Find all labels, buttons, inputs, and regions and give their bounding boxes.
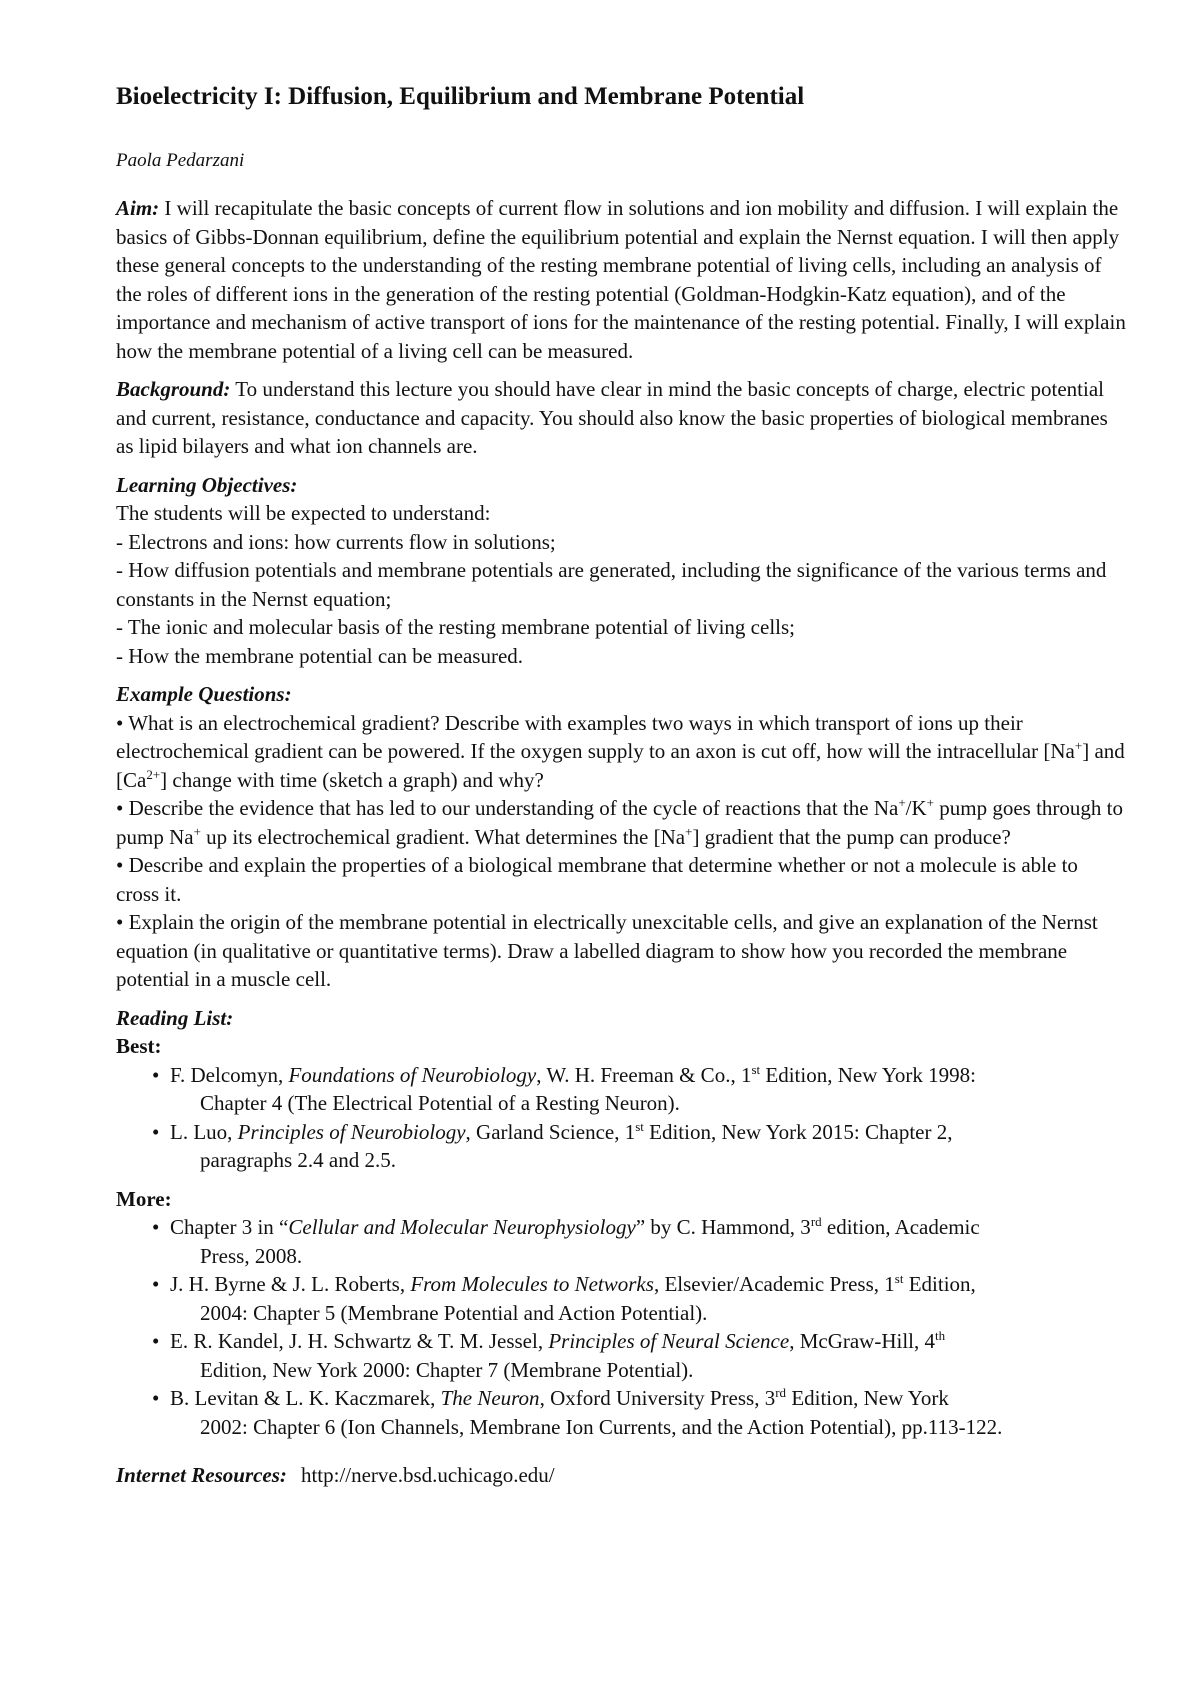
page-title: Bioelectricity I: Diffusion, Equilibrium and Membrane Potential: [116, 83, 805, 110]
learning-objectives: [116, 471, 1126, 671]
reading-list: [116, 1004, 1126, 1442]
question-item: • What is an electrochemical gradient? Describe with examples two ways in which transport of ions up their electrochemical gradient can be powered. If the oxygen supply to an axon is cut off, how will the intracellular [Na+] and $[Ca^{2+}]$ change with time (sketch a graph) and why?: [116, 710, 1125, 792]
document-content: [116, 82, 1126, 1490]
more-label: More:: [116, 1186, 172, 1211]
internet-resources: [116, 1461, 1126, 1490]
objectives-label: Learning Objectives:: [116, 472, 298, 497]
objective-item: - Electrons and ions: how currents flow in solutions;: [116, 529, 556, 554]
aim-text: I will recapitulate the basic concepts of current flow in solutions and ion mobility and diffusion. I will explain the basics of Gibbs-Donnan equilibrium, define the equilibrium potential and explain the Nernst equation. I will then apply these general concepts to the understanding of the resting membrane potential of living cells, including an analysis of the roles of different ions in the generation of the resting potential (Goldman-Hodgkin-Katz equation), and of the importance and mechanism of active transport of ions for the maintenance of the resting potential. Finally, I will explain how the membrane potential of a living cell can be measured.: [116, 196, 1126, 363]
more-reference-list: [116, 1213, 1126, 1441]
example-questions: [116, 680, 1126, 994]
reference-item: • J. H. Byrne & J. L. Roberts, From Molecules to Networks, Elsevier/Academic Press, 1st Edition, 2004: Chapter 5 (Membrane Potential and Action Potential).: [154, 1270, 1126, 1327]
author-name: Paola Pedarzani: [116, 150, 245, 171]
objective-item: - The ionic and molecular basis of the resting membrane potential of living cells;: [116, 615, 796, 639]
reference-item: • B. Levitan & L. K. Kaczmarek, The Neuron, Oxford University Press, 3rd Edition, New York 2002: Chapter 6 (Ion Channels, Membrane Ion Currents, and the Action Potential), pp.113-122.: [154, 1384, 1126, 1441]
aim-paragraph: [116, 194, 1126, 365]
internet-label: Internet Resources:: [116, 1463, 287, 1487]
reference-item: • F. Delcomyn, Foundations of Neurobiology, W. H. Freeman & Co., 1st Edition, New York 1998: Chapter 4 (The Electrical Potential of a Resting Neuron).: [154, 1061, 1126, 1118]
objectives-intro: The students will be expected to understand:: [116, 501, 491, 525]
question-item: • Describe and explain the properties of a biological membrane that determine whether or not a molecule is able to cross it.: [116, 853, 1078, 906]
questions-label: Example Questions:: [116, 682, 292, 706]
objective-item: - How diffusion potentials and membrane potentials are generated, including the significance of the various terms and constants in the Nernst equation;: [116, 558, 1107, 611]
background-paragraph: [116, 375, 1126, 461]
aim-label: Aim:: [116, 196, 160, 220]
background-text: To understand this lecture you should have clear in mind the basic concepts of charge, electric potential and current, resistance, conductance and capacity. You should also know the basic properties of biological membranes as lipid bilayers and what ion channels are.: [116, 377, 1108, 458]
reading-label: Reading List:: [116, 1005, 234, 1030]
reference-item: • L. Luo, Principles of Neurobiology, Garland Science, 1st Edition, New York 2015: Chapter 2, paragraphs 2.4 and 2.5.: [154, 1118, 1126, 1175]
best-label: Best:: [116, 1034, 162, 1058]
question-item: • Describe the evidence that has led to our understanding of the cycle of reactions that the Na+/K+ pump goes through to pump Na+ up its electrochemical gradient. What determines the [Na+] gradient that the pump can produce?: [116, 795, 1123, 849]
internet-url-link[interactable]: http://nerve.bsd.uchicago.edu/: [300, 1463, 555, 1487]
reference-item: • E. R. Kandel, J. H. Schwartz & T. M. Jessel, Principles of Neural Science, McGraw-Hill, 4th Edition, New York 2000: Chapter 7 (Membrane Potential).: [154, 1327, 1126, 1384]
objective-item: - How the membrane potential can be measured.: [116, 643, 524, 668]
question-item: • Explain the origin of the membrane potential in electrically unexcitable cells, and give an explanation of the Nernst equation (in qualitative or quantitative terms). Draw a labelled diagram to show how you recorded the membrane potential in a muscle cell.: [116, 910, 1098, 991]
reference-item: • Chapter 3 in “Cellular and Molecular Neurophysiology” by C. Hammond, 3rd edition, Academic Press, 2008.: [154, 1213, 1126, 1270]
best-reference-list: [116, 1061, 1126, 1175]
background-label: Background:: [116, 377, 231, 401]
